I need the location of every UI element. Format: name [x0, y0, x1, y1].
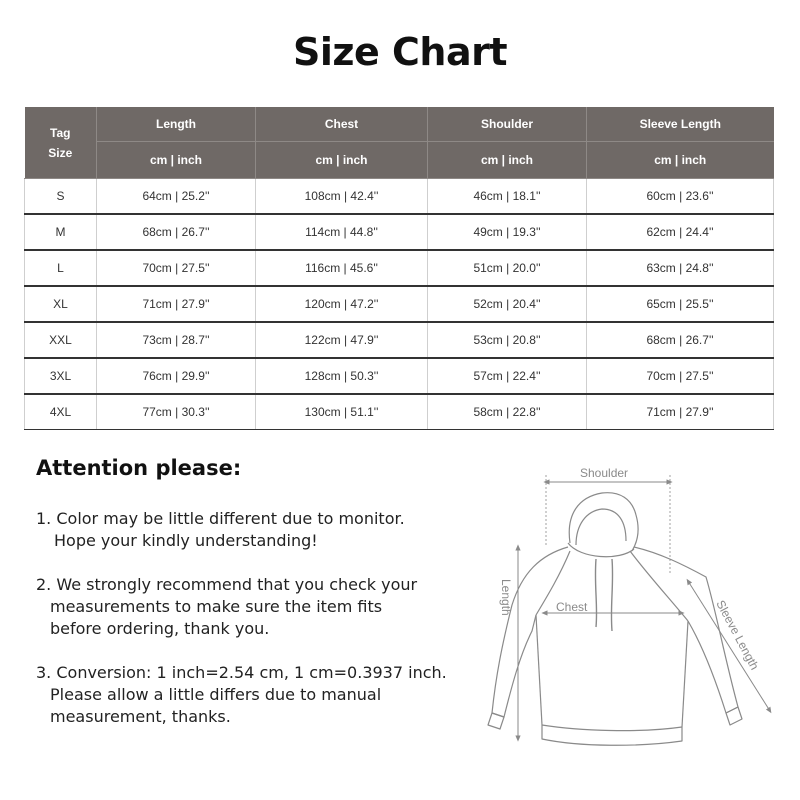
size-cell: XXL: [25, 322, 97, 358]
length-cell: 64cm | 25.2'': [97, 179, 256, 215]
note-line: measurement, thanks.: [50, 707, 231, 726]
table-units-row: [25, 142, 774, 179]
tag-header-line2: Size: [48, 145, 73, 160]
tag-header-line1: Tag: [50, 125, 71, 140]
right-sleeve: [634, 547, 738, 713]
sleeve-cell: 60cm | 23.6'': [587, 179, 774, 215]
body-left: [536, 615, 542, 725]
note-item: [36, 508, 486, 552]
shoulder-label: Shoulder: [580, 466, 629, 480]
size-cell: 3XL: [25, 358, 97, 394]
length-label: Length: [499, 579, 513, 616]
shoulder-cell: 58cm | 22.8'': [428, 394, 587, 430]
chest-cell: 114cm | 44.8'': [256, 214, 428, 250]
size-chart-table: [24, 107, 774, 430]
length-cell: 73cm | 28.7'': [97, 322, 256, 358]
right-cuff: [726, 707, 742, 725]
size-cell: XL: [25, 286, 97, 322]
left-cuff: [488, 713, 504, 729]
note-line: before ordering, thank you.: [50, 619, 270, 638]
page-title: Size Chart: [292, 30, 507, 74]
length-cell: 70cm | 27.5'': [97, 250, 256, 286]
table-row: [25, 358, 774, 394]
note-item: [36, 574, 486, 640]
note-line: 3. Conversion: 1 inch=2.54 cm, 1 cm=0.3937 inch.: [36, 663, 447, 682]
table-header-row: [25, 107, 774, 142]
neckline: [568, 543, 634, 557]
table-row: [25, 322, 774, 358]
shoulder-cell: 52cm | 20.4'': [428, 286, 587, 322]
note-line: 2. We strongly recommend that you check your: [36, 575, 418, 594]
table-row: [25, 394, 774, 430]
column-header-shoulder: Shoulder: [428, 107, 587, 142]
column-header-chest: Chest: [256, 107, 428, 142]
hoodie-measurement-diagram: [470, 455, 790, 755]
sleeve-cell: 63cm | 24.8'': [587, 250, 774, 286]
size-cell: L: [25, 250, 97, 286]
units-header-chest: cm | inch: [256, 142, 428, 179]
tag-size-header: [25, 107, 97, 179]
sleeve-length-label: Sleeve Length: [713, 597, 762, 673]
units-header-length: cm | inch: [97, 142, 256, 179]
size-cell: S: [25, 179, 97, 215]
sleeve-cell: 65cm | 25.5'': [587, 286, 774, 322]
drawstrings: [595, 559, 612, 631]
size-cell: 4XL: [25, 394, 97, 430]
length-cell: 71cm | 27.9'': [97, 286, 256, 322]
shoulder-cell: 57cm | 22.4'': [428, 358, 587, 394]
hood-shape: [569, 493, 638, 551]
size-cell: M: [25, 214, 97, 250]
chest-cell: 122cm | 47.9'': [256, 322, 428, 358]
hoodie-outline: [488, 493, 742, 746]
raglan-seam-right: [630, 551, 688, 621]
column-header-sleeve-length: Sleeve Length: [587, 107, 774, 142]
note-line: 1. Color may be little different due to monitor.: [36, 509, 405, 528]
table-row: [25, 250, 774, 286]
notes-list: [36, 508, 486, 750]
table-row: [25, 286, 774, 322]
table-row: [25, 214, 774, 250]
note-line: Hope your kindly understanding!: [54, 531, 318, 550]
shoulder-cell: 49cm | 19.3'': [428, 214, 587, 250]
sleeve-cell: 70cm | 27.5'': [587, 358, 774, 394]
length-cell: 76cm | 29.9'': [97, 358, 256, 394]
units-header-shoulder: cm | inch: [428, 142, 587, 179]
sleeve-cell: 68cm | 26.7'': [587, 322, 774, 358]
shoulder-cell: 51cm | 20.0'': [428, 250, 587, 286]
body-right: [682, 621, 688, 727]
shoulder-cell: 46cm | 18.1'': [428, 179, 587, 215]
shoulder-cell: 53cm | 20.8'': [428, 322, 587, 358]
column-header-length: Length: [97, 107, 256, 142]
waistband: [542, 725, 682, 745]
chest-label: Chest: [556, 600, 588, 614]
chest-cell: 108cm | 42.4'': [256, 179, 428, 215]
units-header-sleeve-length: cm | inch: [587, 142, 774, 179]
note-line: Please allow a little differs due to manual: [50, 685, 382, 704]
hood-opening: [576, 509, 626, 545]
attention-heading: Attention please:: [36, 456, 242, 480]
left-sleeve: [492, 547, 568, 717]
sleeve-cell: 62cm | 24.4'': [587, 214, 774, 250]
table-row: [25, 179, 774, 215]
note-item: [36, 662, 486, 728]
note-line: measurements to make sure the item fits: [50, 597, 383, 616]
chest-cell: 116cm | 45.6'': [256, 250, 428, 286]
chest-cell: 128cm | 50.3'': [256, 358, 428, 394]
chest-cell: 130cm | 51.1'': [256, 394, 428, 430]
chest-cell: 120cm | 47.2'': [256, 286, 428, 322]
length-cell: 68cm | 26.7'': [97, 214, 256, 250]
length-cell: 77cm | 30.3'': [97, 394, 256, 430]
sleeve-cell: 71cm | 27.9'': [587, 394, 774, 430]
